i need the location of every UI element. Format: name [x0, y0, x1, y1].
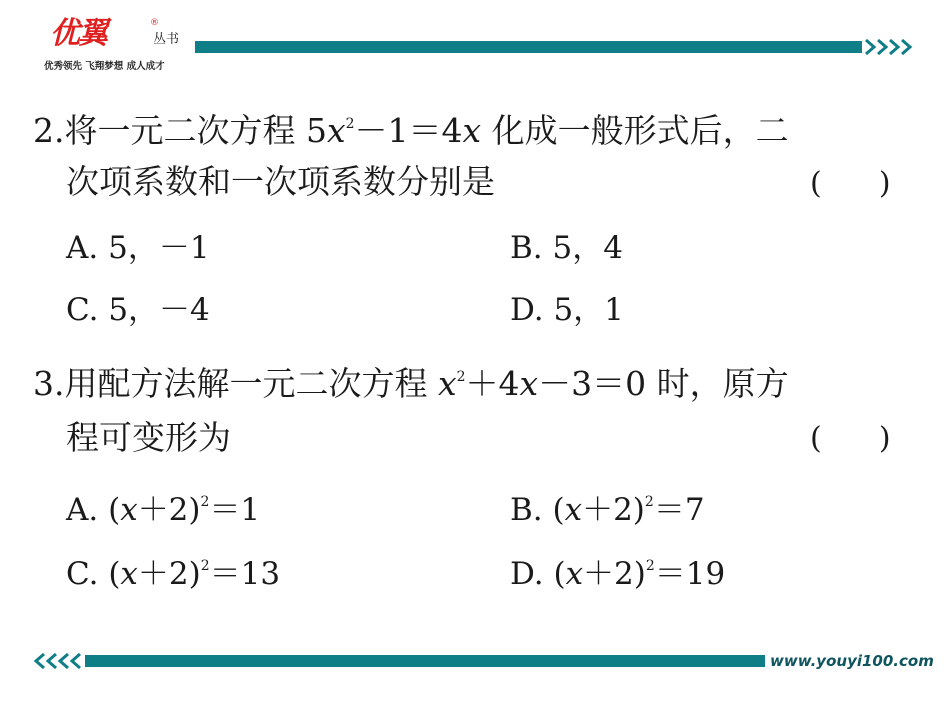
math-term: ＋2) [137, 556, 201, 592]
exponent: 2 [456, 369, 466, 385]
answer-blank: ( ) [810, 166, 891, 201]
header-chevrons-icon [864, 38, 914, 56]
brand-logo: 优翼 [50, 16, 106, 51]
math-var: x [564, 492, 583, 528]
exponent: 2 [345, 116, 355, 132]
math-term: ＝1 [209, 492, 261, 528]
math-term: ＝7 [653, 492, 705, 528]
question-text: 时，原方 [646, 364, 789, 403]
math-var: x [327, 111, 346, 150]
question-2-line-1 [33, 104, 789, 151]
brand-series: 丛书 [153, 32, 180, 47]
exponent: 2 [200, 558, 210, 574]
option-b: B. 5，4 [510, 230, 623, 266]
option-label: D. ( [510, 556, 566, 592]
option-label: A. ( [66, 492, 121, 528]
brand [44, 16, 180, 72]
option-a: A. 5，－1 [66, 230, 210, 266]
math-term: －1＝4 [354, 111, 463, 150]
option-a [66, 482, 260, 530]
math-var: x [462, 111, 482, 150]
question-text: 将一元二次方程 [64, 111, 306, 150]
question-2-line-2: 次项系数和一次项系数分别是 [66, 162, 495, 201]
option-c: C. 5，－4 [66, 292, 210, 328]
math-var: x [120, 492, 138, 528]
registered-mark: ® [150, 18, 159, 28]
math-term: ＝13 [209, 556, 281, 592]
math-term: ＋2) [137, 492, 201, 528]
answer-blank: ( ) [810, 421, 891, 456]
option-label: C. ( [66, 556, 121, 592]
math-term: ＋4 [465, 364, 520, 403]
math-term: ＝19 [654, 556, 726, 592]
option-d: D. 5，1 [510, 292, 624, 328]
option-d [510, 546, 725, 594]
header-decor-bar [195, 41, 862, 53]
math-var: x [519, 364, 539, 403]
brand-slogan: 优秀领先 飞翔梦想 成人成才 [44, 61, 165, 72]
question-number: 3. [33, 364, 65, 403]
footer-chevrons-icon [30, 652, 82, 670]
question-3-line-2: 程可变形为 [66, 418, 231, 457]
exponent: 2 [200, 494, 210, 510]
option-c [66, 546, 280, 594]
footer-url: www.youyi100.com [770, 652, 934, 670]
footer-decor-bar [85, 655, 765, 667]
page-header [0, 0, 950, 80]
math-term: ＋2) [583, 556, 646, 592]
option-b [510, 482, 705, 530]
math-term: ＋2) [582, 492, 645, 528]
question-text: 化成一般形式后，二 [481, 111, 789, 150]
math-var: x [565, 556, 584, 592]
question-number: 2. [33, 111, 65, 150]
option-label: B. ( [510, 492, 565, 528]
exponent: 2 [645, 558, 655, 574]
math-term: －3＝0 [538, 364, 647, 403]
math-var: x [438, 364, 457, 403]
math-var: x [120, 556, 138, 592]
question-text: 用配方法解一元二次方程 [64, 364, 438, 403]
question-3-line-1 [33, 357, 789, 404]
exponent: 2 [644, 494, 654, 510]
math-term: 5 [306, 111, 327, 150]
